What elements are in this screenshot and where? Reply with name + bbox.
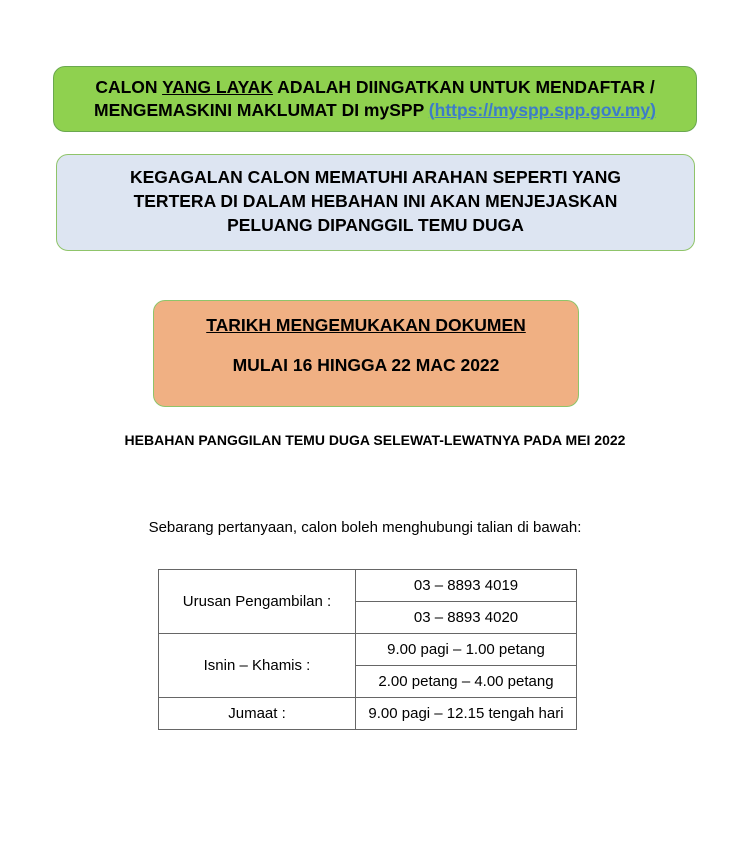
- contact-table: [158, 569, 577, 730]
- phone-number-1: 03 – 8893 4019: [356, 570, 577, 602]
- friday-hours: 9.00 pagi – 12.15 tengah hari: [356, 698, 577, 730]
- friday-label: Jumaat :: [159, 698, 356, 730]
- table-row: [159, 698, 577, 730]
- registration-notice: [53, 66, 697, 132]
- weekday-hours-2: 2.00 petang – 4.00 petang: [356, 666, 577, 698]
- warning-line2: TERTERA DI DALAM HEBAHAN INI AKAN MENJEJASKAN: [133, 191, 618, 211]
- warning-notice: [56, 154, 695, 251]
- registration-notice-line2: MENGEMASKINI MAKLUMAT DI mySPP (https://myspp.spp.gov.my): [94, 100, 656, 120]
- registration-notice-line1: CALON YANG LAYAK ADALAH DIINGATKAN UNTUK MENDAFTAR /: [95, 77, 655, 97]
- interview-announcement: HEBAHAN PANGGILAN TEMU DUGA SELEWAT-LEWATNYA PADA MEI 2022: [124, 432, 626, 448]
- table-row: [159, 634, 577, 666]
- phone-number-2: 03 – 8893 4020: [356, 602, 577, 634]
- eligible-emphasis: YANG LAYAK: [162, 77, 273, 97]
- weekday-label: Isnin – Khamis :: [159, 634, 356, 698]
- phone-label: Urusan Pengambilan :: [159, 570, 356, 634]
- submission-dates-box: [153, 300, 579, 407]
- warning-line1: KEGAGALAN CALON MEMATUHI ARAHAN SEPERTI YANG: [130, 167, 621, 187]
- myspp-link[interactable]: https://myspp.spp.gov.my: [434, 100, 651, 120]
- warning-line3: PELUANG DIPANGGIL TEMU DUGA: [227, 215, 524, 235]
- inquiry-text: Sebarang pertanyaan, calon boleh menghubungi talian di bawah:: [148, 519, 582, 536]
- weekday-hours-1: 9.00 pagi – 1.00 petang: [356, 634, 577, 666]
- submission-heading: TARIKH MENGEMUKAKAN DOKUMEN: [206, 315, 526, 335]
- submission-dates: MULAI 16 HINGGA 22 MAC 2022: [232, 355, 500, 375]
- table-row: [159, 570, 577, 602]
